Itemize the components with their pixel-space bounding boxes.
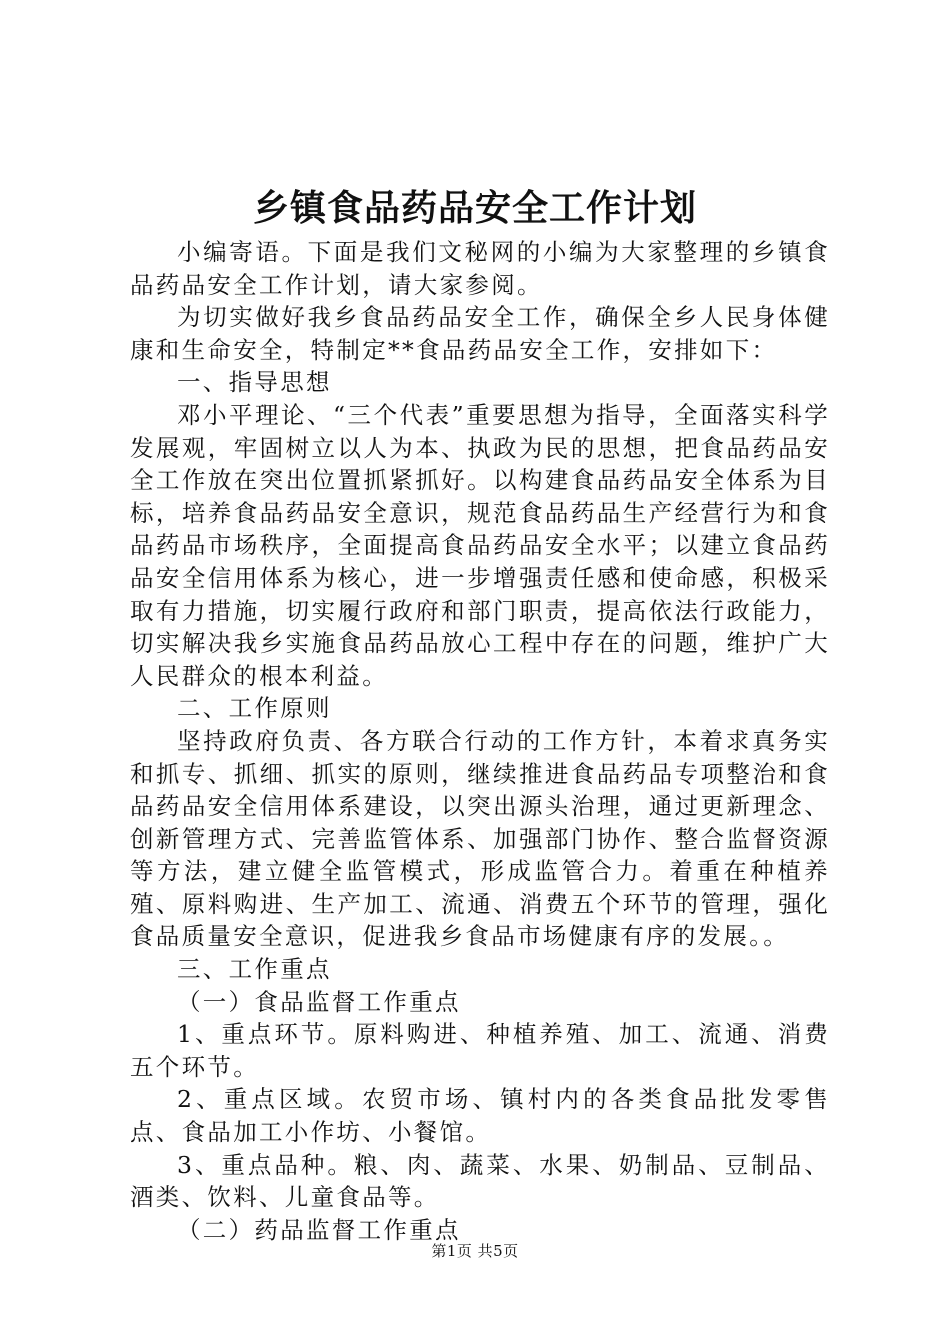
list-item-key-links: 1、重点环节。原料购进、种植养殖、加工、流通、消费五个环节。 <box>130 1020 830 1081</box>
list-item-key-varieties: 3、重点品种。粮、肉、蔬菜、水果、奶制品、豆制品、酒类、饮料、儿童食品等。 <box>130 1150 830 1212</box>
section-heading-work-principles: 二、工作原则 <box>177 694 332 723</box>
section-heading-guiding-ideology: 一、指导思想 <box>177 368 332 397</box>
section-heading-work-focus: 三、工作重点 <box>177 955 332 984</box>
list-item-key-areas: 2、重点区域。农贸市场、镇村内的各类食品批发零售点、食品加工小作坊、小餐馆。 <box>130 1085 830 1147</box>
paragraph-intro: 小编寄语。下面是我们文秘网的小编为大家整理的乡镇食品药品安全工作计划，请大家参阅。 <box>130 238 830 299</box>
paragraph-work-principles: 坚持政府负责、各方联合行动的工作方针，本着求真务实和抓专、抓细、抓实的原则，继续推进食品药品专项整治和食品药品安全信用体系建设，以突出源头治理，通过更新理念、创新管理方式、完善监管体系、加强部门协作、整合监督资源等方法，建立健全监管模式，形成监管合力。着重在种植养殖、原料购进、生产加工、流通、消费五个环节的管理，强化食品质量安全意识，促进我乡食品市场健康有序的发展。。 <box>130 726 830 951</box>
document-title: 乡镇食品药品安全工作计划 <box>252 187 697 229</box>
paragraph-guiding-ideology: 邓小平理论、“三个代表”重要思想为指导，全面落实科学发展观，牢固树立以人为本、执政为民的思想，把食品药品安全工作放在突出位置抓紧抓好。以构建食品药品安全体系为目标，培养食品药品安全意识，规范食品药品生产经营行为和食品药品市场秩序，全面提高食品药品安全水平；以建立食品药品安全信用体系为核心，进一步增强责任感和使命感，积极采取有力措施，切实履行政府和部门职责，提高依法行政能力，切实解决我乡实施食品药品放心工程中存在的问题，维护广大人民群众的根本利益。 <box>130 400 830 690</box>
document-body <box>130 236 830 1246</box>
subheading-drug-supervision: （二）药品监督工作重点 <box>177 1215 461 1244</box>
page-number-footer: 第1页 共5页 <box>431 1242 519 1260</box>
subheading-food-supervision: （一）食品监督工作重点 <box>177 987 461 1016</box>
paragraph-purpose: 为切实做好我乡食品药品安全工作，确保全乡人民身体健康和生命安全，特制定**食品药品安全工作，安排如下： <box>130 303 830 364</box>
